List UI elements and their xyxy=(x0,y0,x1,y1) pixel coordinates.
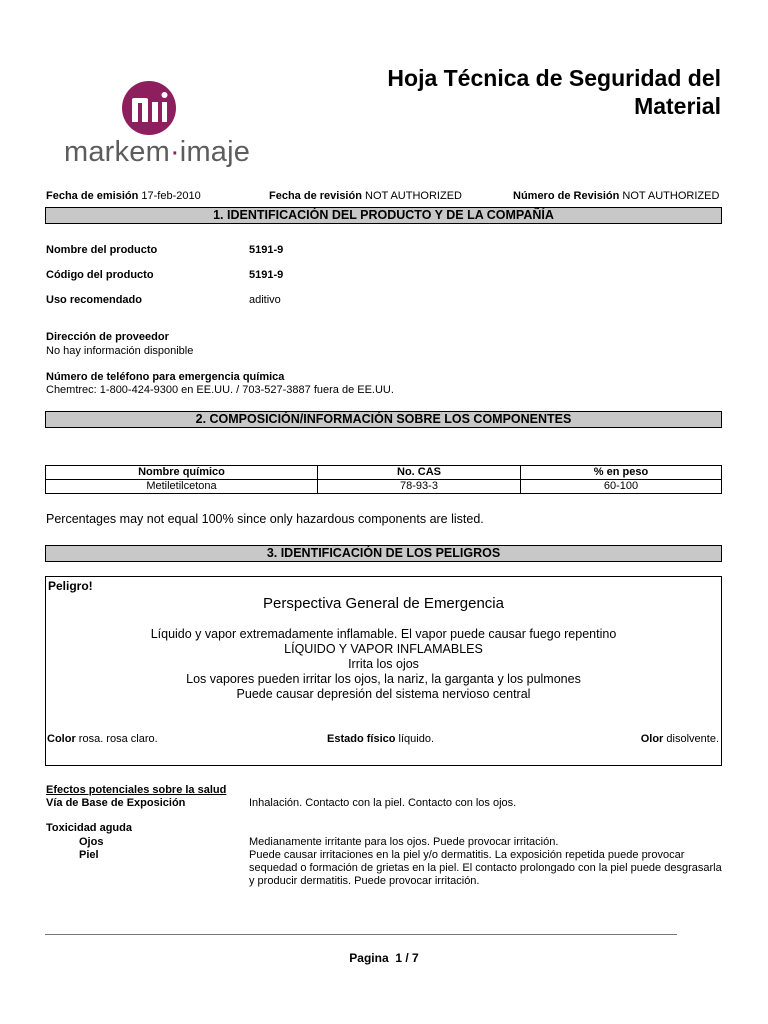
section-1-heading: 1. IDENTIFICACIÓN DEL PRODUCTO Y DE LA COMPAÑÍA xyxy=(45,207,722,224)
product-name-label: Nombre del producto xyxy=(46,244,158,256)
table-row xyxy=(46,480,722,494)
hazard-statement: Los vapores pueden irritar los ojos, la nariz, la garganta y los pulmones xyxy=(186,672,581,686)
overview-title: Perspectiva General de Emergencia xyxy=(263,595,504,612)
markem-imaje-logo-icon xyxy=(121,80,177,136)
table-cell: Metiletilcetona xyxy=(46,480,318,494)
skin-value: Puede causar irritaciones en la piel y/o dermatitis. La exposición repetida puede provocar sequedad o formación de grietas en la piel. El contacto prolongado con la piel puede desgrasarla y producir dermatitis. Puede provocar irritación. xyxy=(249,849,722,887)
eyes-label: Ojos xyxy=(79,836,104,848)
company-logo-text: markem·imaje xyxy=(64,136,251,168)
section-3-heading: 3. IDENTIFICACIÓN DE LOS PELIGROS xyxy=(45,545,722,562)
table-cell: 60-100 xyxy=(521,480,722,494)
hazard-statement: Puede causar depresión del sistema nervioso central xyxy=(236,687,531,701)
odor-property: Olor disolvente. xyxy=(640,733,719,745)
hazard-statement: Irrita los ojos xyxy=(348,657,419,671)
revision-number: Número de Revisión NOT AUTHORIZED xyxy=(513,190,720,202)
hazard-statement: Líquido y vapor extremadamente inflamable. El vapor puede causar fuego repentino xyxy=(150,627,617,641)
composition-table xyxy=(45,465,722,494)
exposure-route-label: Vía de Base de Exposición xyxy=(46,797,186,809)
product-code-label: Código del producto xyxy=(46,269,154,281)
column-header: Nombre químico xyxy=(46,466,318,480)
composition-note: Percentages may not equal 100% since only hazardous components are listed. xyxy=(46,512,484,526)
recommended-use-value: aditivo xyxy=(249,294,281,306)
hazard-statement: LÍQUIDO Y VAPOR INFLAMABLES xyxy=(284,642,483,656)
page-number: Pagina 1 / 7 xyxy=(349,951,419,965)
skin-label: Piel xyxy=(79,849,99,861)
footer-divider xyxy=(45,934,677,935)
column-header: % en peso xyxy=(521,466,722,480)
table-header-row xyxy=(46,466,722,480)
product-name-value: 5191-9 xyxy=(249,244,284,256)
hazard-statements xyxy=(46,627,721,702)
signal-word: Peligro! xyxy=(48,579,93,593)
supplier-address-label: Dirección de proveedor xyxy=(46,331,169,343)
issue-date: Fecha de emisión 17-feb-2010 xyxy=(46,190,201,202)
emergency-phone-label: Número de teléfono para emergencia química xyxy=(46,371,285,383)
acute-toxicity-label: Toxicidad aguda xyxy=(46,822,132,834)
eyes-value: Medianamente irritante para los ojos. Puede provocar irritación. xyxy=(249,836,559,848)
revision-date: Fecha de revisión NOT AUTHORIZED xyxy=(269,190,462,202)
health-effects-heading: Efectos potenciales sobre la salud xyxy=(46,784,227,796)
section-2-heading: 2. COMPOSICIÓN/INFORMACIÓN SOBRE LOS COMPONENTES xyxy=(45,411,722,428)
product-code-value: 5191-9 xyxy=(249,269,284,281)
column-header: No. CAS xyxy=(318,466,521,480)
emergency-overview-box xyxy=(45,576,722,766)
supplier-address-value: No hay información disponible xyxy=(46,345,194,357)
recommended-use-label: Uso recomendado xyxy=(46,294,142,306)
table-cell: 78-93-3 xyxy=(318,480,521,494)
emergency-phone-value: Chemtrec: 1-800-424-9300 en EE.UU. / 703-527-3887 fuera de EE.UU. xyxy=(46,384,394,396)
document-title: Hoja Técnica de Seguridad del Material xyxy=(387,65,721,119)
color-property: Color rosa. rosa claro. xyxy=(47,733,158,745)
exposure-route-value: Inhalación. Contacto con la piel. Contacto con los ojos. xyxy=(249,797,517,809)
physical-state-property: Estado físico líquido. xyxy=(327,733,435,745)
